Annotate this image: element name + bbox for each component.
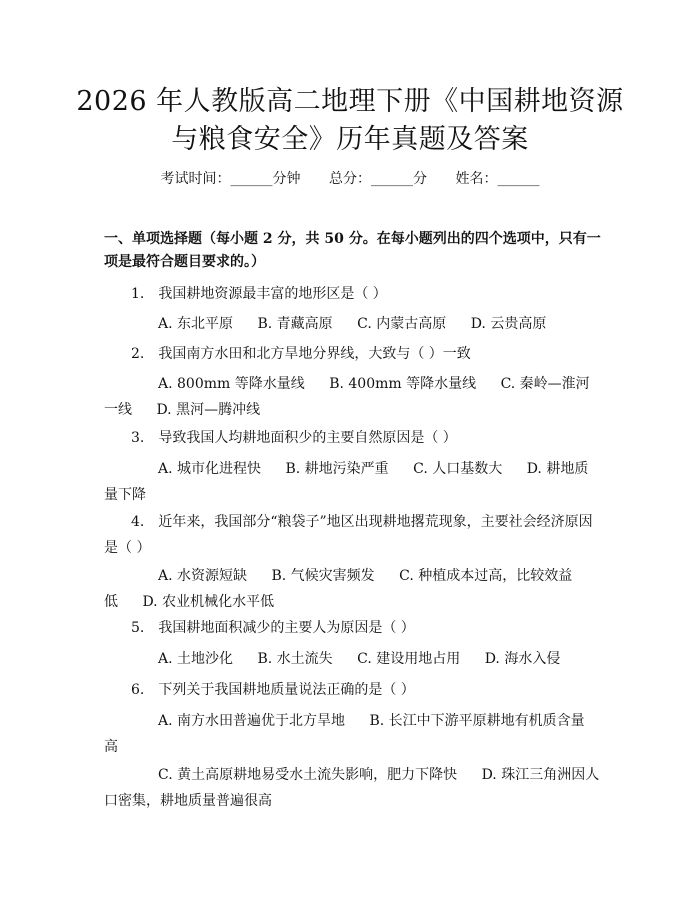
exam-name: 姓名：______ [455, 171, 540, 187]
option-d: D. 云贵高原 [470, 316, 547, 332]
question-stem: 5. 我国耕地面积减少的主要人为原因是（ ） [131, 620, 415, 636]
question-stem: 3. 导致我国人均耕地面积少的主要自然原因是（ ） [131, 430, 457, 446]
question-6 [104, 677, 602, 703]
option-b: B. 耕地污染严重 [285, 461, 389, 477]
option-c: C. 内蒙古高原 [357, 316, 447, 332]
option-b: B. 气候灾害频发 [271, 568, 375, 584]
question-stem: 4. 近年来，我国部分“粮袋子”地区出现耕地撂荒现象，主要社会经济原因是（ ） [104, 514, 593, 556]
option-a: A. 南方水田普遍优于北方旱地 [158, 713, 346, 729]
question-stem: 6. 下列关于我国耕地质量说法正确的是（ ） [131, 682, 415, 698]
question-2-options [104, 371, 602, 423]
option-b: B. 400mm 等降水量线 [329, 376, 477, 392]
option-a: A. 东北平原 [158, 316, 234, 332]
option-a: A. 城市化进程快 [158, 461, 262, 477]
question-6-options-ab [104, 708, 602, 760]
option-c: C. 秦岭—淮河一线 [104, 376, 590, 418]
option-d: D. 珠江三角洲因人口密集，耕地质量普遍很高 [104, 767, 600, 809]
question-1-options [104, 311, 602, 337]
option-c: C. 种植成本过高，比较效益低 [104, 568, 573, 610]
title-line-1: 2026 年人教版高二地理下册《中国耕地资源 [76, 86, 624, 117]
option-c: C. 建设用地占用 [357, 651, 461, 667]
option-d: D. 海水入侵 [484, 651, 561, 667]
question-4-options [104, 563, 602, 615]
title-line-2: 与粮食安全》历年真题及答案 [171, 124, 529, 155]
question-stem: 2. 我国南方水田和北方旱地分界线，大致与（ ）一致 [131, 346, 471, 362]
question-1 [104, 281, 602, 307]
option-d: D. 农业机械化水平低 [142, 594, 275, 610]
question-4 [104, 509, 602, 561]
option-c: C. 人口基数大 [413, 461, 503, 477]
question-stem: 1. 我国耕地资源最丰富的地形区是（ ） [131, 286, 387, 302]
question-3 [104, 425, 602, 451]
option-c: C. 黄土高原耕地易受水土流失影响，肥力下降快 [158, 767, 458, 783]
section-heading: 一、单项选择题（每小题 2 分，共 50 分。在每小题列出的四个选项中，只有一项是最符合题目要求的。） [104, 231, 601, 270]
question-2 [104, 341, 602, 367]
option-b: B. 青藏高原 [257, 316, 333, 332]
question-3-options [104, 456, 602, 508]
option-d: D. 黑河—腾冲线 [156, 402, 261, 418]
option-a: A. 水资源短缺 [158, 568, 248, 584]
option-d: D. 耕地质量下降 [104, 461, 589, 503]
exam-score: 总分：______分 [329, 171, 427, 187]
exam-time: 考试时间：______分钟 [160, 171, 301, 187]
question-5-options [104, 646, 602, 672]
question-6-options-cd [104, 762, 602, 814]
option-a: A. 土地沙化 [158, 651, 234, 667]
exam-meta [0, 168, 700, 188]
option-a: A. 800mm 等降水量线 [158, 376, 305, 392]
option-b: B. 水土流失 [257, 651, 333, 667]
option-b: B. 长江中下游平原耕地有机质含量高 [104, 713, 585, 755]
question-5 [104, 615, 602, 641]
